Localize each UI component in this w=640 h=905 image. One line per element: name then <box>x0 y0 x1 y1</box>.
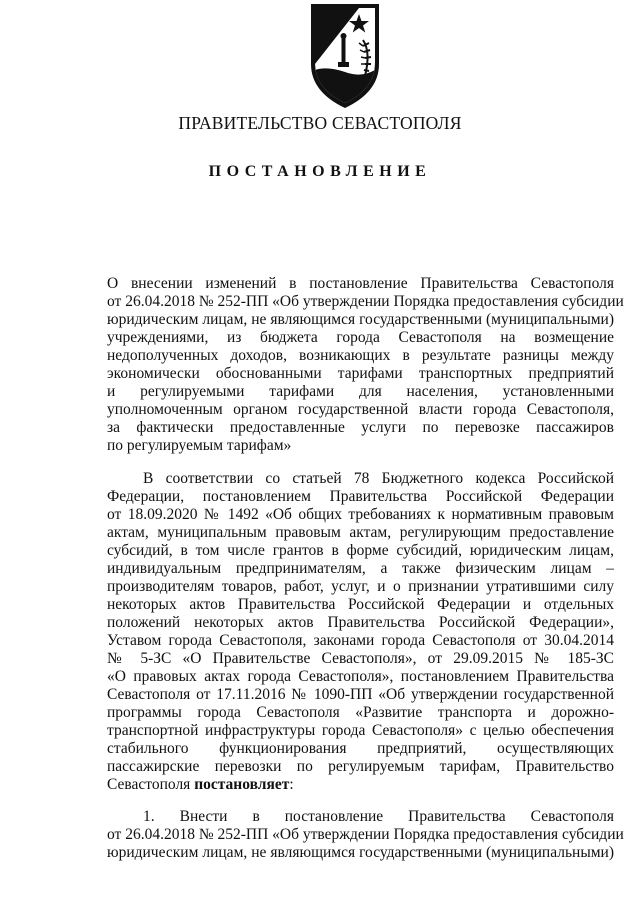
government-title: ПРАВИТЕЛЬСТВО СЕВАСТОПОЛЯ <box>178 113 462 133</box>
preamble-line: производителям товаров, работ, услуг, и о признании утратившими силу <box>107 578 614 595</box>
title-line: по регулируемым тарифам» <box>107 437 292 454</box>
preamble-line: некоторых актов Правительства Российской Федерации и отдельных <box>107 596 614 613</box>
sevastopol-coat-of-arms-icon <box>297 0 393 112</box>
preamble-line: пассажирские перевозки по регулируемым тарифам, Правительство <box>107 758 614 775</box>
title-line: юридическим лицам, не являющимся государственными (муниципальными) <box>107 311 614 328</box>
decrees-word: постановляет <box>194 776 290 793</box>
title-line: за фактически предоставленные услуги по перевозке пассажиров <box>107 419 614 436</box>
title-line: и регулируемыми тарифами для населения, установленными <box>107 383 614 400</box>
title-line: недополученных доходов, возникающих в результате разницы между <box>107 347 614 364</box>
title-line: уполномоченным органом государственной власти города Севастополя, <box>107 401 614 418</box>
preamble-line: положений некоторых актов Правительства Российской Федерации», <box>107 614 614 631</box>
title-line: экономически обоснованными тарифами транспортных предприятий <box>107 365 614 382</box>
title-line: от 26.04.2018 № 252-ПП «Об утверждении Порядка предоставления субсидии <box>107 293 624 310</box>
item-line: от 26.04.2018 № 252-ПП «Об утверждении Порядка предоставления субсидии <box>107 826 624 843</box>
preamble-line: Уставом города Севастополя, законами города Севастополя от 30.04.2014 <box>107 632 614 649</box>
preamble-line-last <box>107 776 614 794</box>
preamble-line: программы города Севастополя «Развитие транспорта и дорожно- <box>107 704 614 721</box>
preamble-line: № 5-ЗС «О Правительстве Севастополя», от 29.09.2015 № 185-ЗС <box>107 650 614 667</box>
preamble-line: актам, муниципальным правовым актам, регулирующим предоставление <box>107 524 614 541</box>
preamble-line: транспортной инфраструктуры города Севастополя» с целью обеспечения <box>107 722 614 739</box>
preamble-line: индивидуальным предпринимателям, а также физическим лицам – <box>107 560 614 577</box>
preamble-line: В соответствии со статьей 78 Бюджетного кодекса Российской <box>143 470 614 487</box>
preamble-line: «О правовых актах города Севастополя», постановлением Правительства <box>107 668 614 685</box>
preamble-last-prefix: Севастополя <box>107 776 195 793</box>
preamble-line: субсидий, в том числе грантов в форме субсидий, юридическим лицам, <box>107 542 614 559</box>
decree-heading: ПОСТАНОВЛЕНИЕ <box>208 163 432 180</box>
item-line: юридическим лицам, не являющимся государственными (муниципальными) <box>107 844 614 861</box>
preamble-last-suffix: : <box>289 776 294 793</box>
item-line: 1. Внести в постановление Правительства Севастополя <box>143 808 614 825</box>
preamble-line: от 18.09.2020 № 1492 «Об общих требованиях к нормативным правовым <box>107 506 614 523</box>
preamble-line: Федерации, постановлением Правительства Российской Федерации <box>107 488 614 505</box>
title-line: учреждениями, из бюджета города Севастополя на возмещение <box>107 329 614 346</box>
preamble-line: стабильного функционирования предприятий, осуществляющих <box>107 740 614 757</box>
title-line: О внесении изменений в постановление Правительства Севастополя <box>107 275 614 292</box>
preamble-line: Севастополя от 17.11.2016 № 1090-ПП «Об утверждении государственной <box>107 686 614 703</box>
